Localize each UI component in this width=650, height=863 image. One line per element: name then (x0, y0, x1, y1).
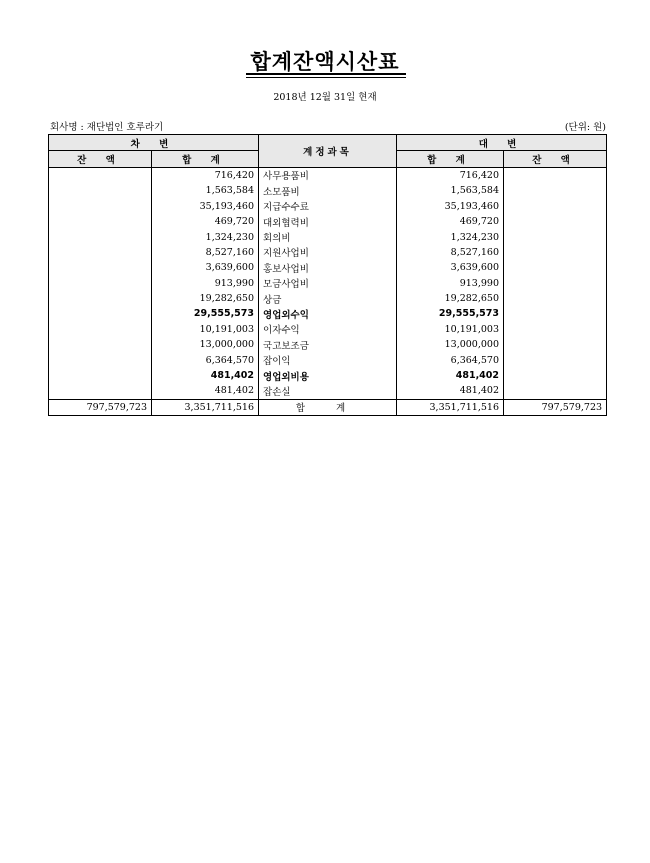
debit-balance-cell (49, 322, 152, 337)
total-row (49, 399, 607, 415)
debit-balance-cell (49, 337, 152, 352)
credit-balance-cell (504, 368, 607, 383)
account-name-cell: 국고보조금 (259, 337, 397, 352)
table-row (49, 214, 607, 229)
credit-total-header: 합 계 (397, 151, 504, 167)
credit-balance-cell (504, 337, 607, 352)
debit-total-cell: 10,191,003 (152, 322, 259, 337)
debit-total-header: 합 계 (152, 151, 259, 167)
debit-total-cell: 29,555,573 (152, 306, 259, 321)
debit-total-cell: 35,193,460 (152, 199, 259, 214)
title-underline (246, 73, 406, 75)
credit-total-cell: 13,000,000 (397, 337, 504, 352)
report-date: 2018년 12월 31일 현재 (273, 92, 377, 103)
table-row (49, 383, 607, 399)
total-debit-total: 3,351,711,516 (152, 399, 259, 415)
credit-balance-cell (504, 291, 607, 306)
credit-balance-cell (504, 167, 607, 183)
credit-total-cell: 10,191,003 (397, 322, 504, 337)
credit-total-cell: 19,282,650 (397, 291, 504, 306)
table-row (49, 183, 607, 198)
credit-balance-cell (504, 245, 607, 260)
debit-total-cell: 19,282,650 (152, 291, 259, 306)
credit-total-cell: 913,990 (397, 276, 504, 291)
debit-balance-cell (49, 199, 152, 214)
account-name-cell: 지급수수료 (259, 199, 397, 214)
debit-total-cell: 481,402 (152, 383, 259, 399)
table-row (49, 245, 607, 260)
total-label: 합 계 (259, 399, 397, 415)
credit-total-cell: 35,193,460 (397, 199, 504, 214)
account-name-cell: 영업외비용 (259, 368, 397, 383)
credit-balance-cell (504, 214, 607, 229)
total-credit-total: 3,351,711,516 (397, 399, 504, 415)
table-row (49, 276, 607, 291)
credit-total-cell: 1,324,230 (397, 229, 504, 244)
credit-total-cell: 6,364,570 (397, 352, 504, 367)
debit-balance-cell (49, 183, 152, 198)
account-name-cell: 잡이익 (259, 352, 397, 367)
company-name: 회사명 : 재단법인 호루라기 (50, 122, 164, 133)
debit-total-cell: 1,324,230 (152, 229, 259, 244)
debit-balance-cell (49, 229, 152, 244)
account-name-cell: 영업외수익 (259, 306, 397, 321)
debit-balance-cell (49, 214, 152, 229)
credit-header: 대 변 (397, 135, 607, 151)
credit-balance-cell (504, 352, 607, 367)
table-row (49, 260, 607, 275)
title-underline-thin (246, 77, 406, 78)
credit-total-cell: 29,555,573 (397, 306, 504, 321)
debit-total-cell: 8,527,160 (152, 245, 259, 260)
debit-balance-cell (49, 306, 152, 321)
credit-total-cell: 1,563,584 (397, 183, 504, 198)
credit-total-cell: 481,402 (397, 368, 504, 383)
debit-total-cell: 469,720 (152, 214, 259, 229)
table-row (49, 368, 607, 383)
debit-balance-cell (49, 383, 152, 399)
total-debit-balance: 797,579,723 (49, 399, 152, 415)
debit-balance-cell (49, 167, 152, 183)
credit-balance-cell (504, 322, 607, 337)
credit-total-cell: 3,639,600 (397, 260, 504, 275)
table-row (49, 352, 607, 367)
debit-balance-cell (49, 352, 152, 367)
debit-total-cell: 6,364,570 (152, 352, 259, 367)
debit-total-cell: 1,563,584 (152, 183, 259, 198)
account-name-cell: 사무용품비 (259, 167, 397, 183)
debit-total-cell: 13,000,000 (152, 337, 259, 352)
debit-balance-cell (49, 368, 152, 383)
table-row (49, 229, 607, 244)
debit-balance-cell (49, 291, 152, 306)
trial-balance-table (48, 134, 607, 416)
debit-balance-cell (49, 260, 152, 275)
account-header: 계정과목 (259, 135, 397, 168)
credit-balance-cell (504, 383, 607, 399)
page-title: 합계잔액시산표 (250, 50, 400, 74)
credit-balance-cell (504, 229, 607, 244)
total-credit-balance: 797,579,723 (504, 399, 607, 415)
credit-balance-header: 잔 액 (504, 151, 607, 167)
credit-balance-cell (504, 183, 607, 198)
credit-balance-cell (504, 260, 607, 275)
table-row (49, 167, 607, 183)
credit-total-cell: 481,402 (397, 383, 504, 399)
table-row (49, 199, 607, 214)
account-name-cell: 상금 (259, 291, 397, 306)
table-row (49, 337, 607, 352)
debit-balance-header: 잔 액 (49, 151, 152, 167)
account-name-cell: 홍보사업비 (259, 260, 397, 275)
debit-total-cell: 913,990 (152, 276, 259, 291)
debit-total-cell: 716,420 (152, 167, 259, 183)
credit-total-cell: 716,420 (397, 167, 504, 183)
credit-balance-cell (504, 199, 607, 214)
table-row (49, 306, 607, 321)
credit-total-cell: 8,527,160 (397, 245, 504, 260)
table-row (49, 322, 607, 337)
debit-header: 차 변 (49, 135, 259, 151)
account-name-cell: 소모품비 (259, 183, 397, 198)
table-row (49, 291, 607, 306)
account-name-cell: 회의비 (259, 229, 397, 244)
account-name-cell: 모금사업비 (259, 276, 397, 291)
debit-total-cell: 481,402 (152, 368, 259, 383)
credit-balance-cell (504, 276, 607, 291)
debit-balance-cell (49, 245, 152, 260)
account-name-cell: 잡손실 (259, 383, 397, 399)
debit-total-cell: 3,639,600 (152, 260, 259, 275)
account-name-cell: 대외협력비 (259, 214, 397, 229)
credit-balance-cell (504, 306, 607, 321)
account-name-cell: 이자수익 (259, 322, 397, 337)
account-name-cell: 지원사업비 (259, 245, 397, 260)
credit-total-cell: 469,720 (397, 214, 504, 229)
unit-label: (단위: 원) (564, 122, 606, 133)
debit-balance-cell (49, 276, 152, 291)
